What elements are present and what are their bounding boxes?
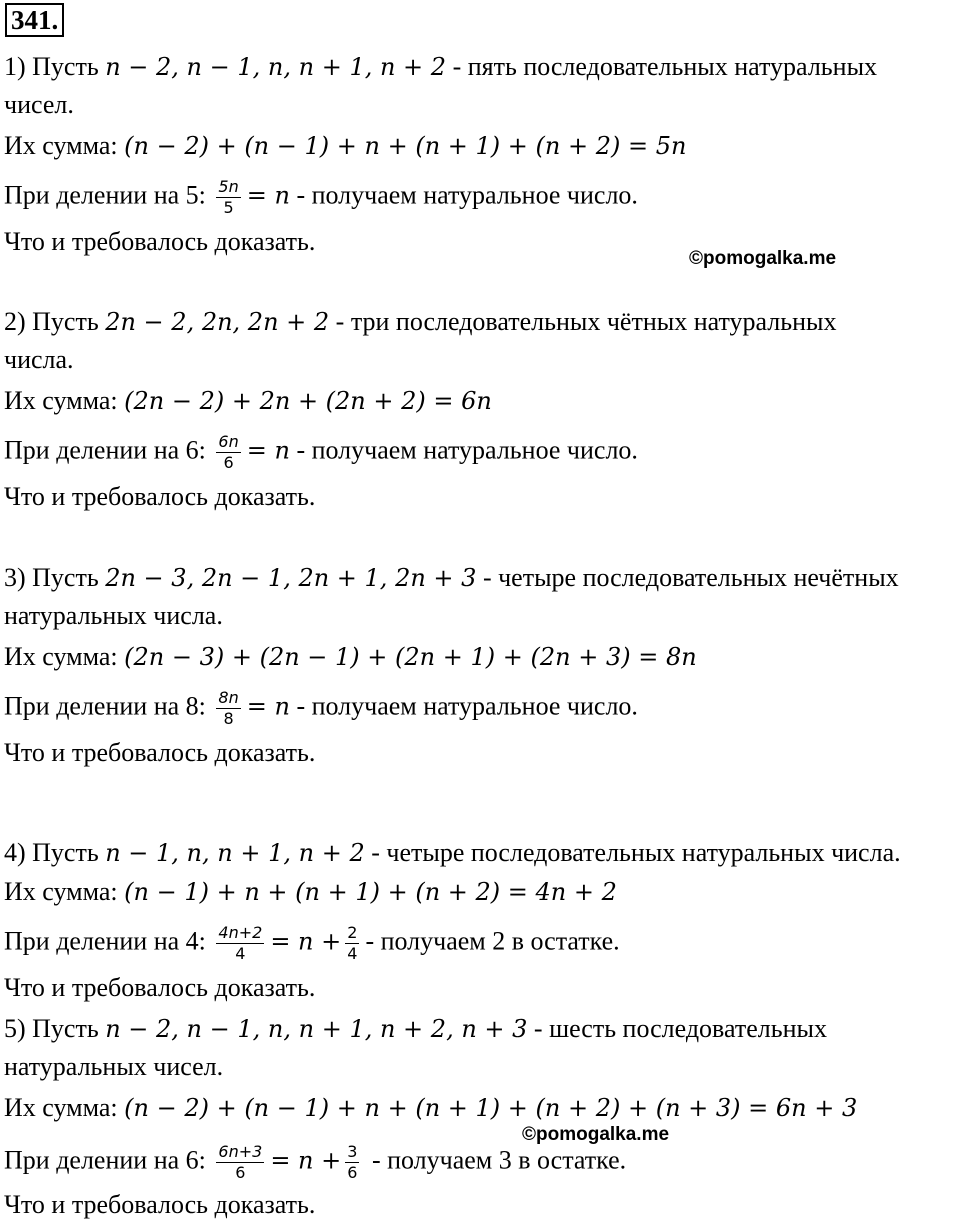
part-1-fraction: $\frac{5n}{5}$ xyxy=(218,177,239,217)
part-2-division: При делении на 6: $\frac{6n}{6}$ = n - получаем натуральное число. xyxy=(4,432,638,472)
part-5-terms: n − 2, n − 1, n, n + 1, n + 2, n + 3 xyxy=(105,1015,528,1043)
part-2-sum: Их сумма: (2n − 2) + 2n + (2n + 2) = 6n xyxy=(4,386,492,415)
part-5-division: При делении на 6: $\frac{6n+3}{6}$ = n + $\frac{3}{6}$ - получаем 3 в остатке. xyxy=(4,1142,627,1182)
part-3-fraction: $\frac{8n}{8}$ xyxy=(218,688,239,728)
part-2-conclusion: Что и требовалось доказать. xyxy=(4,482,316,511)
part-4-division: При делении на 4: $\frac{4n+2}{4}$ = n + $\frac{2}{4}$ - получаем 2 в остатке. xyxy=(4,923,620,963)
part-1-conclusion: Что и требовалось доказать. xyxy=(4,227,316,256)
part-4-terms: n − 1, n, n + 1, n + 2 xyxy=(105,839,365,867)
part-3-conclusion: Что и требовалось доказать. xyxy=(4,738,316,767)
part-3-division: При делении на 8: $\frac{8n}{8}$ = n - получаем натуральное число. xyxy=(4,688,638,728)
part-4-conclusion: Что и требовалось доказать. xyxy=(4,973,316,1002)
part-4-sum: Их сумма: (n − 1) + n + (n + 1) + (n + 2) = 4n + 2 xyxy=(4,877,617,906)
watermark-top: ©pomogalka.me xyxy=(689,248,837,269)
part-1-sum: Их сумма: (n − 2) + (n − 1) + n + (n + 1) + (n + 2) = 5n xyxy=(4,131,687,160)
part-3-statement-cont: натуральных числа. xyxy=(4,601,223,630)
part-5-statement-cont: натуральных чисел. xyxy=(4,1052,224,1081)
part-2-terms: 2n − 2, 2n, 2n + 2 xyxy=(105,308,330,336)
part-3-statement: 3) Пусть 2n − 3, 2n − 1, 2n + 1, 2n + 3 - четыре последовательных нечётных xyxy=(4,563,899,592)
part-1-division: При делении на 5: $\frac{5n}{5}$ = n - получаем натуральное число. xyxy=(4,177,638,217)
part-2-statement: 2) Пусть 2n − 2, 2n, 2n + 2 - три последовательных чётных натуральных xyxy=(4,307,837,336)
part-1-statement: 1) Пусть n − 2, n − 1, n, n + 1, n + 2 - пять последовательных натуральных xyxy=(4,52,878,81)
part-4-fraction-remainder: $\frac{2}{4}$ xyxy=(347,923,358,963)
part-4-statement: 4) Пусть n − 1, n, n + 1, n + 2 - четыре последовательных натуральных числа. xyxy=(4,838,901,867)
part-1-statement-cont: чисел. xyxy=(4,90,74,119)
part-3-sum: Их сумма: (2n − 3) + (2n − 1) + (2n + 1) + (2n + 3) = 8n xyxy=(4,642,697,671)
part-4-fraction: $\frac{4n+2}{4}$ xyxy=(218,923,263,963)
part-5-conclusion: Что и требовалось доказать. xyxy=(4,1190,316,1219)
part-5-sum: Их сумма: (n − 2) + (n − 1) + n + (n + 1) + (n + 2) + (n + 3) = 6n + 3 xyxy=(4,1093,858,1122)
watermark-bottom: ©pomogalka.me xyxy=(522,1124,670,1145)
part-5-statement: 5) Пусть n − 2, n − 1, n, n + 1, n + 2, n + 3 - шесть последовательных xyxy=(4,1014,827,1043)
problem-number: 341. xyxy=(5,3,64,37)
part-2-statement-cont: числа. xyxy=(4,345,74,374)
part-5-fraction-remainder: $\frac{3}{6}$ xyxy=(347,1142,358,1182)
part-3-terms: 2n − 3, 2n − 1, 2n + 1, 2n + 3 xyxy=(105,564,477,592)
part-5-fraction: $\frac{6n+3}{6}$ xyxy=(218,1142,263,1182)
part-2-fraction: $\frac{6n}{6}$ xyxy=(218,432,239,472)
part-1-terms: n − 2, n − 1, n, n + 1, n + 2 xyxy=(105,53,447,81)
